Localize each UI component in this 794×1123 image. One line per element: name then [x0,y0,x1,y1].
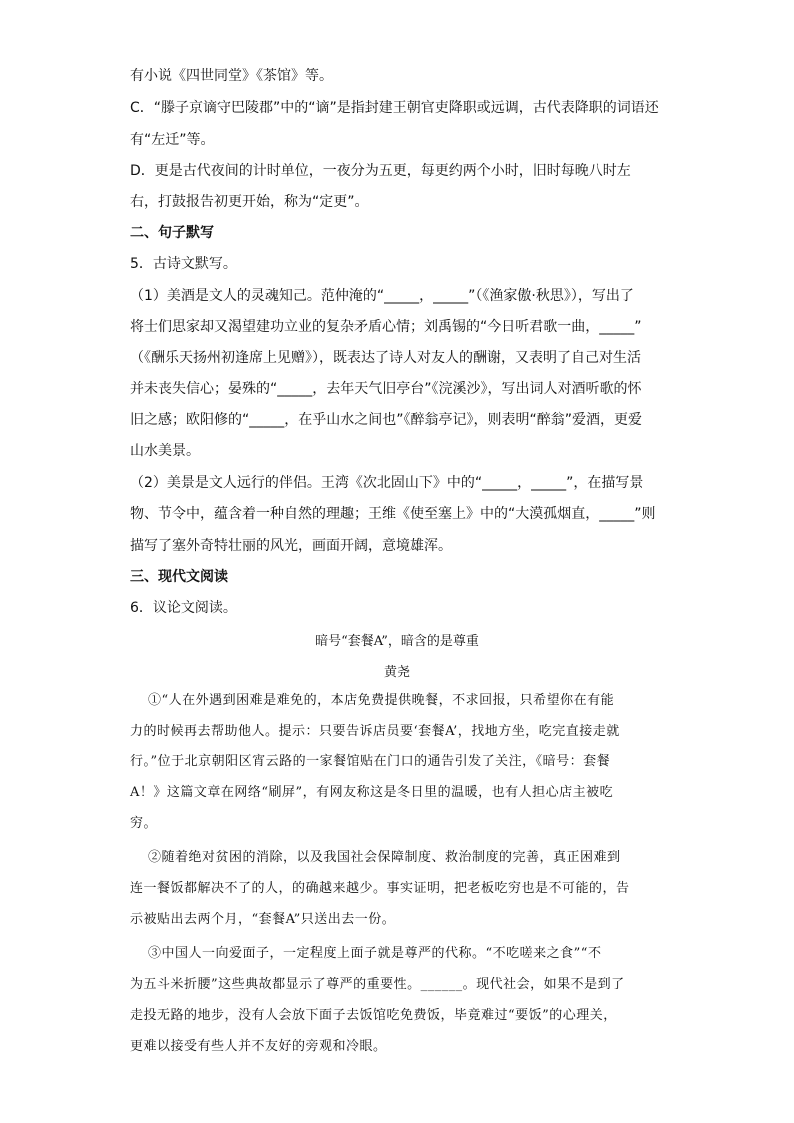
question-5-part-2: （2）美景是文人远行的伴侣。王湾《次北固山下》中的“_____，_____”，在描写景 [130,475,644,491]
paragraph-1-line: ①“人在外遇到困难是难免的，本店免费提供晚餐，不求回报，只希望你在有能 [148,693,615,708]
question-6: 6．议论文阅读。 [130,600,237,616]
section-heading-sentence-dictation: 二、句子默写 [130,225,214,241]
text-line: 旧之感；欧阳修的“_____，在乎山水之间也”《醉翁亭记》，则表明“醉翁”爱酒，更爱 [130,412,643,428]
text-line: 山水美景。 [130,443,200,459]
paragraph-1-line: 行。”位于北京朝阳区宵云路的一家餐馆贴在门口的通告引发了关注，《暗号：套餐 [130,754,611,769]
option-c: C．“滕子京谪守巴陵郡”中的“谪”是指封建王朝官吏降职或远调，古代表降职的词语还 [130,100,659,116]
paragraph-2-line: ②随着绝对贫困的消除，以及我国社会保障制度、救治制度的完善，真正困难到 [148,850,621,865]
question-5: 5．古诗文默写。 [130,256,237,272]
text-line: （《酬乐天扬州初逢席上见赠》），既表达了诗人对友人的酬谢，又表明了自己对生活 [130,350,641,366]
article-title: 暗号“套餐A”，暗含的是尊重 [315,634,479,649]
article-author: 黄尧 [383,665,410,680]
paragraph-1-line: 穷。 [130,816,158,831]
section-heading-modern-reading: 三、现代文阅读 [130,569,228,585]
paragraph-1-line: 力的时候再去帮助他人。提示：只要告诉店员要‘套餐A’，找地方坐，吃完直接走就 [130,724,620,739]
text-line: 将士们思家却又渴望建功立业的复杂矛盾心情；刘禹锡的“今日听君歌一曲，_____” [130,319,642,335]
question-5-part-1: （1）美酒是文人的灵魂知己。范仲淹的“_____，_____”（《渔家傲·秋思》），写出了 [130,288,634,304]
paragraph-3-line: 更难以接受有些人并不友好的旁观和冷眼。 [130,1039,387,1054]
text-line: 右，打鼓报告初更开始，称为“定更”。 [130,194,369,210]
paragraph-2-line: 连一餐饭都解决不了的人，的确越来越少。事实证明，把老板吃穷也是不可能的，告 [130,881,630,896]
option-d: D．更是古代夜间的计时单位，一夜分为五更，每更约两个小时，旧时每晚八时左 [130,163,631,179]
text-line: 物、节令中，蕴含着一种自然的理趣；王维《使至塞上》中的“大漠孤烟直，_____”则 [130,506,656,522]
text-line: 有“左迁”等。 [130,132,215,148]
text-line: 并未丧失信心；晏殊的“_____，去年天气旧亭台”《浣溪沙》，写出词人对酒听歌的怀 [130,381,642,397]
paragraph-3-line: ③中国人一向爱面子，一定程度上面子就是尊严的代称。“不吃嗟来之食”“不 [148,946,602,961]
paragraph-2-line: 示被贴出去两个月，“套餐A”只送出去一份。 [130,912,396,927]
text-line: 有小说《四世同堂》《茶馆》等。 [130,68,333,84]
paragraph-3-line: 走投无路的地步，没有人会放下面子去饭馆吃免费饭，毕竟难过“要饭”的心理关， [130,1008,617,1023]
paragraph-3-line: 为五斗米折腰”这些典故都显示了尊严的重要性。______。现代社会，如果不是到了 [130,977,625,992]
text-line: 描写了塞外奇特壮丽的风光，画面开阔，意境雄浑。 [130,538,452,554]
paragraph-1-line: A！》这篇文章在网络“刷屏”，有网友称这是冬日里的温暖，也有人担心店主被吃 [130,785,614,800]
